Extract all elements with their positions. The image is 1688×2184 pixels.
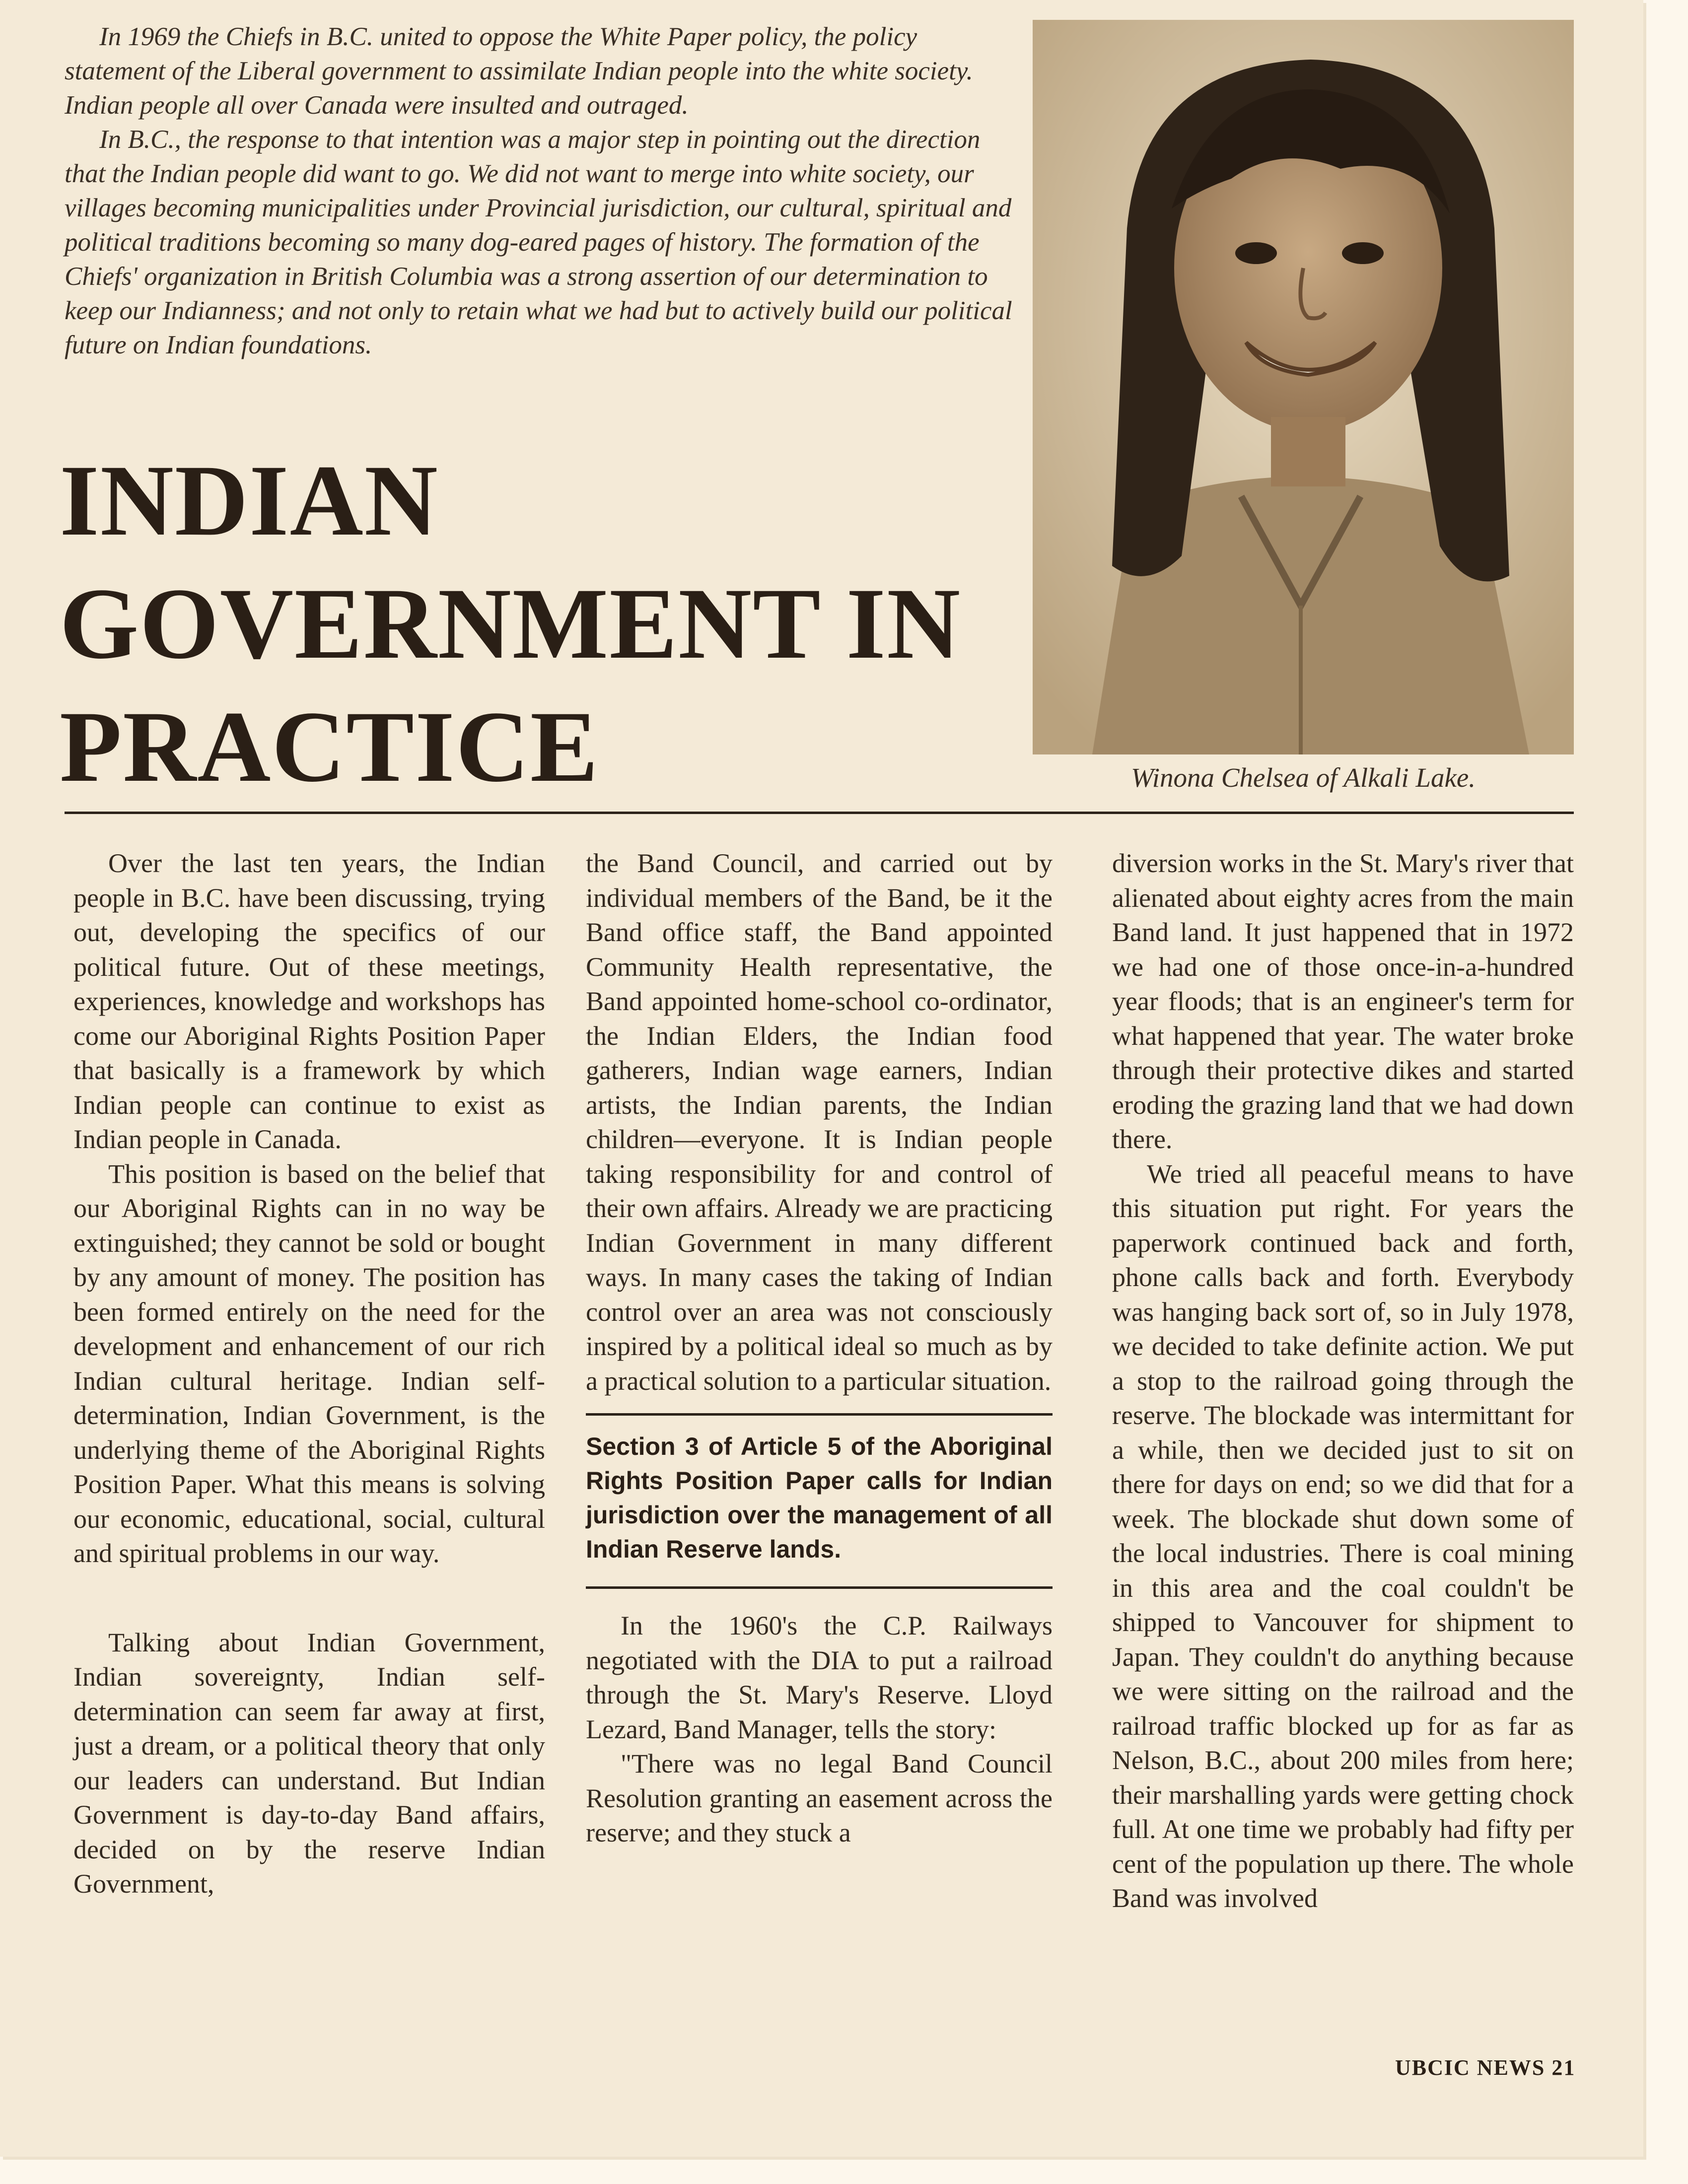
intro-text xyxy=(65,20,1018,362)
headline xyxy=(60,439,1053,809)
page-footer: UBCIC NEWS 21 xyxy=(1395,2055,1576,2080)
article-column-3 xyxy=(1112,846,1574,1916)
photo-caption: Winona Chelsea of Alkali Lake. xyxy=(1130,762,1476,793)
article-paragraph: Talking about Indian Government, Indian sovereignty, Indian self-determination can seem far away at first, just a dream, or a political theory that only our leaders can understand. But Indian Government is day-to-day Band affairs, decided on by the reserve Indian Government, xyxy=(73,1627,545,1899)
article-paragraph: the Band Council, and carried out by individual members of the Band, be it the Band office staff, the Band appointed Community Health representative, the Band appointed home-school co-ordinator, the Indian Elders, the Indian food gatherers, Indian wage earners, Indian artists, the Indian parents, the Indian children—everyone. It is Indian people taking responsibility for and control of their own affairs. Already we are practicing Indian Government in many different ways. In many cases the taking of Indian control over an area was not consciously inspired by a political ideal so much as by a practical solution to a particular situation. xyxy=(586,848,1053,1396)
article-column-2 xyxy=(586,846,1053,1850)
article-paragraph: This position is based on the belief that our Aboriginal Rights can in no way be extinguished; they cannot be sold or bought by any amount of money. The position has been formed entirely on the need for the development and enhancement of our rich Indian cultural heritage. Indian self-determination, Indian Government, is the underlying theme of the Aboriginal Rights Position Paper. What this means is solving our economic, educational, social, cultural and spiritual problems in our way. xyxy=(73,1159,545,1568)
article-column-1 xyxy=(73,846,545,1902)
headline-line: GOVERNMENT IN xyxy=(60,567,962,680)
headline-divider xyxy=(65,812,1574,814)
headline-line: INDIAN xyxy=(60,444,439,557)
article-paragraph: In the 1960's the C.P. Railways negotiated with the DIA to put a railroad through the St. Mary's Reserve. Lloyd Lezard, Band Manager, tells the story: xyxy=(586,1611,1053,1744)
portrait-illustration xyxy=(1033,20,1574,754)
pullquote: Section 3 of Article 5 of the Aboriginal Rights Position Paper calls for Indian jurisdiction over the management of all Indian Reserve lands. xyxy=(586,1413,1053,1589)
intro-paragraph: In B.C., the response to that intention was a major step in pointing out the direction that the Indian people did want to go. We did not want to merge into white society, our villages becoming municipalities under Provincial jurisdiction, our cultural, spiritual and political traditions becoming so many dog-eared pages of history. The formation of the Chiefs' organization in British Columbia was a strong assertion of our determination to keep our Indianness; and not only to retain what we had but to actively build our political future on Indian foundations. xyxy=(65,125,1012,359)
portrait-photo xyxy=(1033,20,1574,754)
article-paragraph: diversion works in the St. Mary's river that alienated about eighty acres from the main Band land. It just happened that in 1972 we had one of those once-in-a-hundred year floods; that is an engineer's term for what happened that year. The water broke through their protective dikes and started eroding the grazing land that we had down there. xyxy=(1112,848,1574,1154)
article-paragraph: Over the last ten years, the Indian people in B.C. have been discussing, trying out, developing the specifics of our political future. Out of these meetings, experiences, knowledge and workshops has come our Aboriginal Rights Position Paper that basically is a framework by which Indian people can continue to exist as Indian people in Canada. xyxy=(73,848,545,1154)
article-paragraph: "There was no legal Band Council Resolution granting an easement across the reserve; and they stuck a xyxy=(586,1749,1053,1847)
pullquote-box xyxy=(586,1413,1053,1589)
intro-paragraph: In 1969 the Chiefs in B.C. united to oppose the White Paper policy, the policy statement of the Liberal government to assimilate Indian people into the white society. Indian people all over Canada were insulted and outraged. xyxy=(65,22,973,120)
paragraph-gap xyxy=(73,1571,545,1626)
article-paragraph: We tried all peaceful means to have this situation put right. For years the paperwork continued back and forth, phone calls back and forth. Everybody was hanging back sort of, so in July 1978, we decided to take definite action. We put a stop to the railroad going through the reserve. The blockade was intermittant for a while, then we decided just to sit on there for days on end; so we did that for a week. The blockade shut down some of the local industries. There is coal mining in this area and the coal couldn't be shipped to Vancouver for shipment to Japan. They couldn't do anything because we were sitting on the railroad and the railroad traffic blocked up for as far as Nelson, B.C., about 200 miles from here; their marshalling yards were getting chock full. At one time we probably had fifty per cent of the population up there. The whole Band was involved xyxy=(1112,1159,1574,1913)
headline-line: PRACTICE xyxy=(60,690,599,803)
